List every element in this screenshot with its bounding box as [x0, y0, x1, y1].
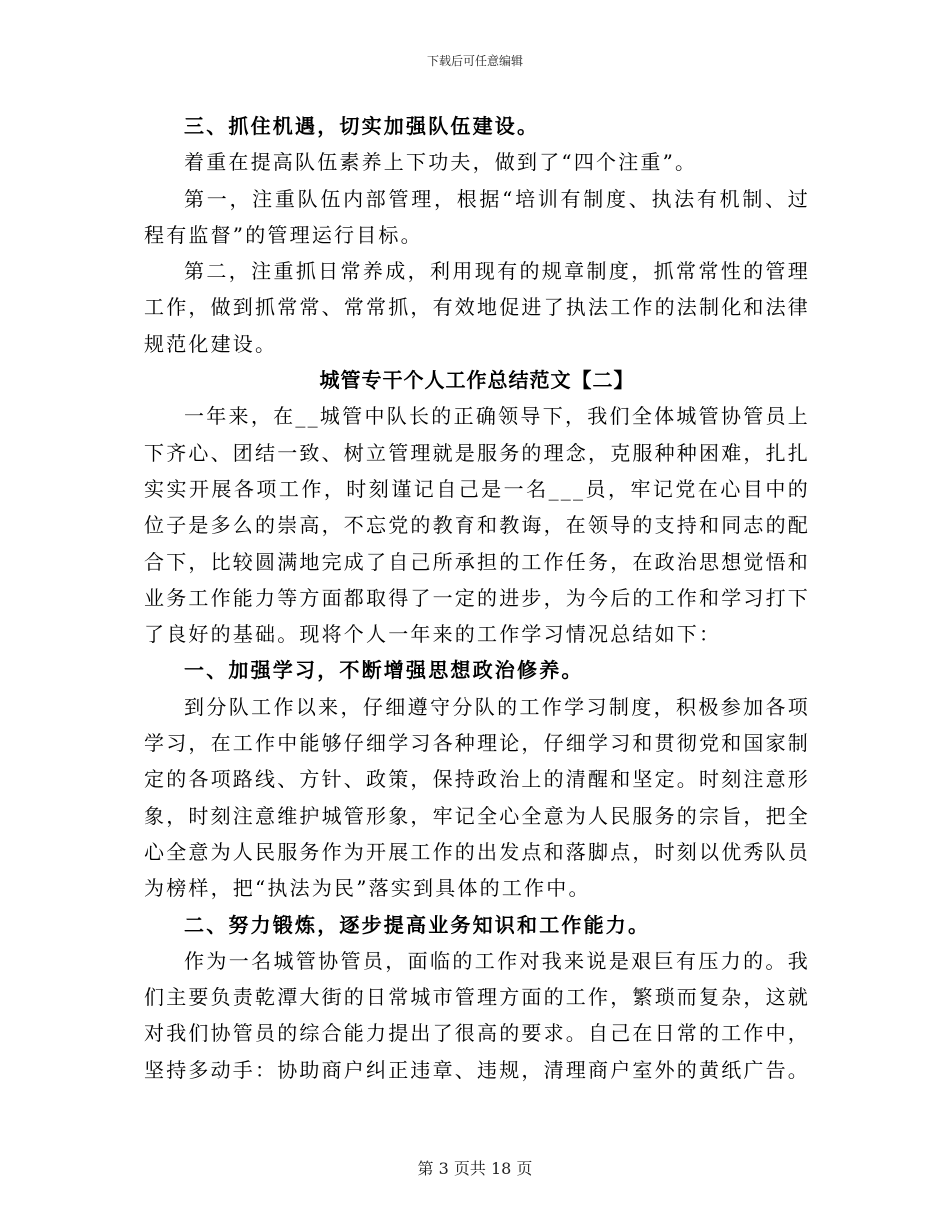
section-heading-3: 三、抓住机遇，切实加强队伍建设。	[184, 114, 540, 138]
paragraph-work: 作为一名城管协管员，面临的工作对我来说是艰巨有压力的。我们主要负责乾潭大街的日常城市管理方面的工作，繁琐而复杂，这就对我们协管员的综合能力提出了很高的要求。自己在日常的工作中，坚持多动手：协助商户纠正违章、违规，清理商户室外的黄纸广告。	[144, 948, 810, 1082]
document-body	[144, 108, 810, 1088]
document-section-title: 城管专干个人工作总结范文【二】	[319, 368, 635, 393]
paragraph-study: 到分队工作以来，仔细遵守分队的工作学习制度，积极参加各项学习，在工作中能够仔细学习各种理论，仔细学习和贯彻党和国家制定的各项路线、方针、政策，保持政治上的清醒和坚定。时刻注意形象，时刻注意维护城管形象，牢记全心全意为人民服务的宗旨，把全心全意为人民服务作为开展工作的出发点和落脚点，时刻以优秀队员为榜样，把“执法为民”落实到具体的工作中。	[144, 694, 810, 901]
section-heading-2: 二、努力锻炼，逐步提高业务知识和工作能力。	[184, 912, 651, 937]
paragraph-second-point: 第二，注重抓日常养成，利用现有的规章制度，抓常常性的管理工作，做到抓常常、常常抓，有效地促进了执法工作的法制化和法律规范化建设。	[144, 259, 810, 356]
paragraph-first-point: 第一，注重队伍内部管理，根据“培训有制度、执法有机制、过程有监督”的管理运行目标。	[144, 186, 810, 247]
section-heading-1: 一、加强学习，不断增强思想政治修养。	[184, 658, 584, 683]
paragraph-four-focus: 着重在提高队伍素养上下功夫，做到了“四个注重”。	[184, 150, 698, 175]
paragraph-intro: 一年来，在__城管中队长的正确领导下，我们全体城管协管员上下齐心、团结一致、树立管理就是服务的理念，克服种种困难，扎扎实实开展各项工作，时刻谨记自己是一名___员，牢记党在心目中的位子是多么的崇高，不忘党的教育和教诲，在领导的支持和同志的配合下，比较圆满地完成了自己所承担的工作任务，在政治思想觉悟和业务工作能力等方面都取得了一定的进步，为今后的工作和学习打下了良好的基础。现将个人一年来的工作学习情况总结如下：	[144, 404, 810, 647]
header-note: 下载后可任意编辑	[426, 54, 523, 68]
page-number-footer: 第 3 页共 18 页	[417, 1159, 533, 1178]
